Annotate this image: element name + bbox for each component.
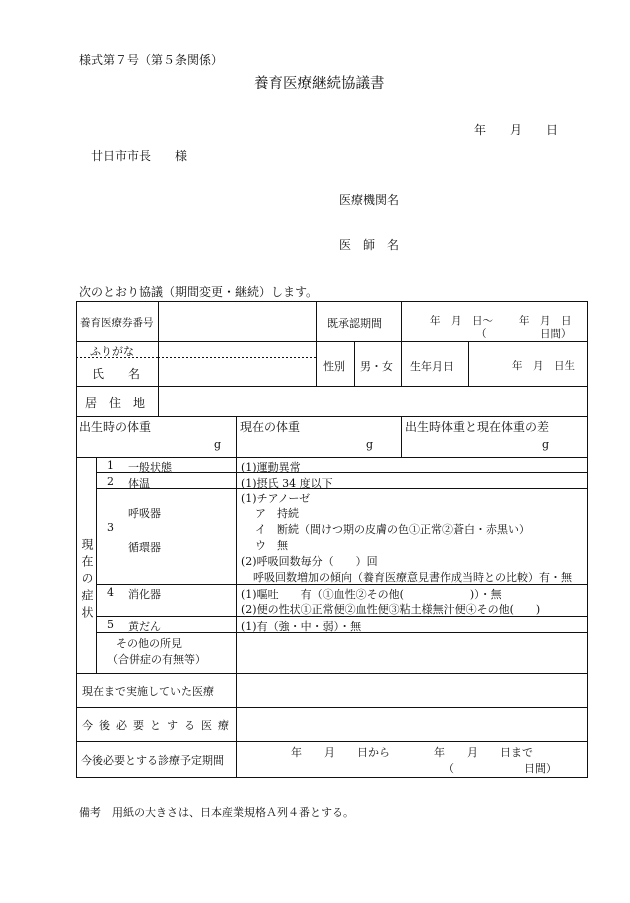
weight-birth-unit: g — [214, 438, 222, 451]
sex-value: 男・女 — [360, 360, 393, 373]
resp-label: 呼吸器 — [128, 507, 161, 520]
temp-text: (1)摂氏 34 度以下 — [241, 477, 333, 490]
general-label: 一般状態 — [128, 461, 172, 474]
sex-label: 性別 — [323, 360, 345, 373]
resp-line-2: ア 持続 — [255, 507, 299, 520]
digest-label: 消化器 — [128, 588, 161, 601]
address-label: 居 住 地 — [85, 396, 146, 410]
digest-line-1: (1)嘔吐 有（①血性②その他( )）・無 — [241, 588, 502, 601]
digest-num: 4 — [107, 586, 114, 599]
page-title: 養育医療継続協議書 — [254, 76, 385, 92]
future-care-label: 今後必要とする医療 — [82, 719, 235, 732]
approved-period-from: 年 月 日～ — [430, 315, 493, 327]
jaundice-num: 5 — [107, 618, 114, 631]
furigana-label: ふりがな — [90, 345, 134, 358]
institution-label: 医療機関名 — [339, 193, 400, 207]
approved-period-label: 既承認期間 — [327, 317, 382, 330]
digest-line-2: (2)便の性状①正常便②血性便③粘土様無汁便④その他( ) — [241, 603, 541, 616]
temp-num: 2 — [107, 475, 114, 488]
addressee: 廿日市市長 様 — [91, 149, 188, 163]
footer-note: 備考 用紙の大きさは、日本産業規格Ａ列４番とする。 — [79, 806, 354, 819]
general-num: 1 — [107, 459, 114, 472]
birth-value: 年 月 日生 — [512, 360, 575, 372]
birth-label: 生年月日 — [410, 360, 454, 373]
planned-period-days-close: 日間） — [524, 762, 557, 775]
weight-diff-label: 出生時体重と現在体重の差 — [405, 420, 550, 434]
resp-line-3: イ 断続（間けつ期の皮膚の色①正常②蒼白・赤黒い） — [255, 523, 530, 536]
form-number: 様式第７号（第５条関係） — [79, 53, 224, 67]
circ-label: 循環器 — [128, 541, 161, 554]
other-label-2: （合併症の有無等） — [107, 653, 206, 666]
weight-birth-label: 出生時の体重 — [79, 420, 152, 434]
planned-period-days-open: （ — [443, 762, 454, 775]
weight-current-unit: g — [366, 438, 374, 451]
weight-diff-unit: g — [542, 438, 550, 451]
cert-number-label: 養育医療券番号 — [80, 317, 154, 329]
other-label-1: その他の所見 — [116, 637, 182, 650]
name-label: 氏 名 — [92, 367, 141, 381]
planned-period-label: 今後必要とする診療予定期間 — [81, 754, 224, 767]
weight-current-label: 現在の体重 — [240, 420, 301, 434]
jaundice-label: 黄だん — [128, 620, 161, 633]
jaundice-text: (1)有（強・中・弱）・無 — [241, 620, 362, 633]
symptoms-label: 現在の症状 — [80, 538, 94, 623]
resp-line-5: (2)呼吸回数毎分（ ）回 — [241, 555, 378, 568]
date-line: 年 月 日 — [474, 123, 559, 137]
resp-num: 3 — [107, 521, 114, 534]
approved-period-days-open: （ — [476, 328, 487, 340]
approved-period-to: 年 月 日 — [519, 315, 572, 327]
resp-line-6: 呼吸回数増加の傾向（養育医療意見書作成当時との比較）有・無 — [253, 571, 572, 584]
past-care-label: 現在まで実施していた医療 — [82, 685, 214, 698]
doctor-label: 医 師 名 — [339, 238, 400, 252]
intro-text: 次のとおり協議（期間変更・継続）します。 — [79, 285, 319, 299]
resp-line-4: ウ 無 — [255, 539, 288, 552]
general-text: (1)運動異常 — [241, 461, 301, 474]
resp-line-1: (1)チアノーゼ — [241, 492, 311, 505]
temp-label: 体温 — [128, 477, 150, 490]
approved-period-days-close: 日間） — [540, 328, 572, 340]
planned-period-line-1: 年 月 日から 年 月 日まで — [291, 746, 533, 759]
